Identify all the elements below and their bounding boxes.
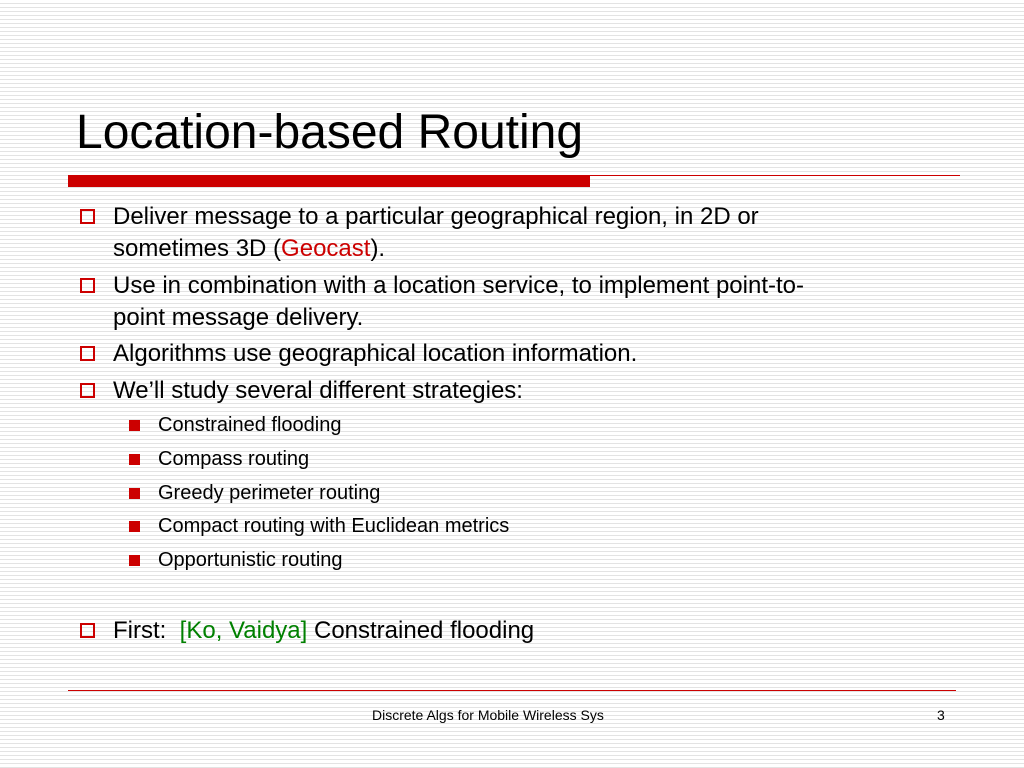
bullet-item-5 (113, 615, 953, 647)
citation-link[interactable]: [Ko, Vaidya] (179, 617, 308, 644)
slide-title: Location-based Routing (76, 106, 584, 159)
geocast-term: Geocast (281, 235, 371, 262)
bullet-1-line-1: Deliver message to a particular geographical region, in 2D or (113, 203, 759, 230)
footer-divider (68, 690, 956, 691)
filled-square-bullet-icon (129, 521, 140, 532)
sub-bullet-item: Opportunistic routing (158, 549, 343, 571)
bullet-item-1 (113, 201, 953, 265)
title-underline-thick (68, 175, 590, 187)
slide-number: 3 (937, 707, 945, 723)
title-underline-thin (590, 175, 960, 176)
sub-bullet-item: Compact routing with Euclidean metrics (158, 515, 510, 537)
bullet-item-4: We’ll study several different strategies: (113, 377, 523, 404)
constrained-flooding-label: Constrained flooding (313, 617, 535, 644)
filled-square-bullet-icon (129, 488, 140, 499)
filled-square-bullet-icon (129, 420, 140, 431)
bullet-1-line-2-end: ). (370, 235, 386, 262)
filled-square-bullet-icon (129, 454, 140, 465)
first-label: First: (113, 617, 167, 644)
filled-square-bullet-icon (129, 555, 140, 566)
sub-bullet-item: Greedy perimeter routing (158, 482, 381, 504)
hollow-square-bullet-icon (80, 383, 95, 398)
sub-bullet-item: Compass routing (158, 448, 310, 470)
bullet-2-line-1: Use in combination with a location service, to implement point-to- (113, 272, 804, 299)
hollow-square-bullet-icon (80, 278, 95, 293)
bullet-item-3: Algorithms use geographical location information. (113, 340, 638, 367)
hollow-square-bullet-icon (80, 623, 95, 638)
sub-bullet-item: Constrained flooding (158, 414, 342, 436)
bullet-1-line-2-start: sometimes 3D ( (113, 235, 282, 262)
bullet-2-line-2: point message delivery. (113, 304, 364, 331)
footer-course-title: Discrete Algs for Mobile Wireless Sys (372, 707, 604, 723)
hollow-square-bullet-icon (80, 346, 95, 361)
hollow-square-bullet-icon (80, 209, 95, 224)
bullet-item-2 (113, 270, 953, 334)
